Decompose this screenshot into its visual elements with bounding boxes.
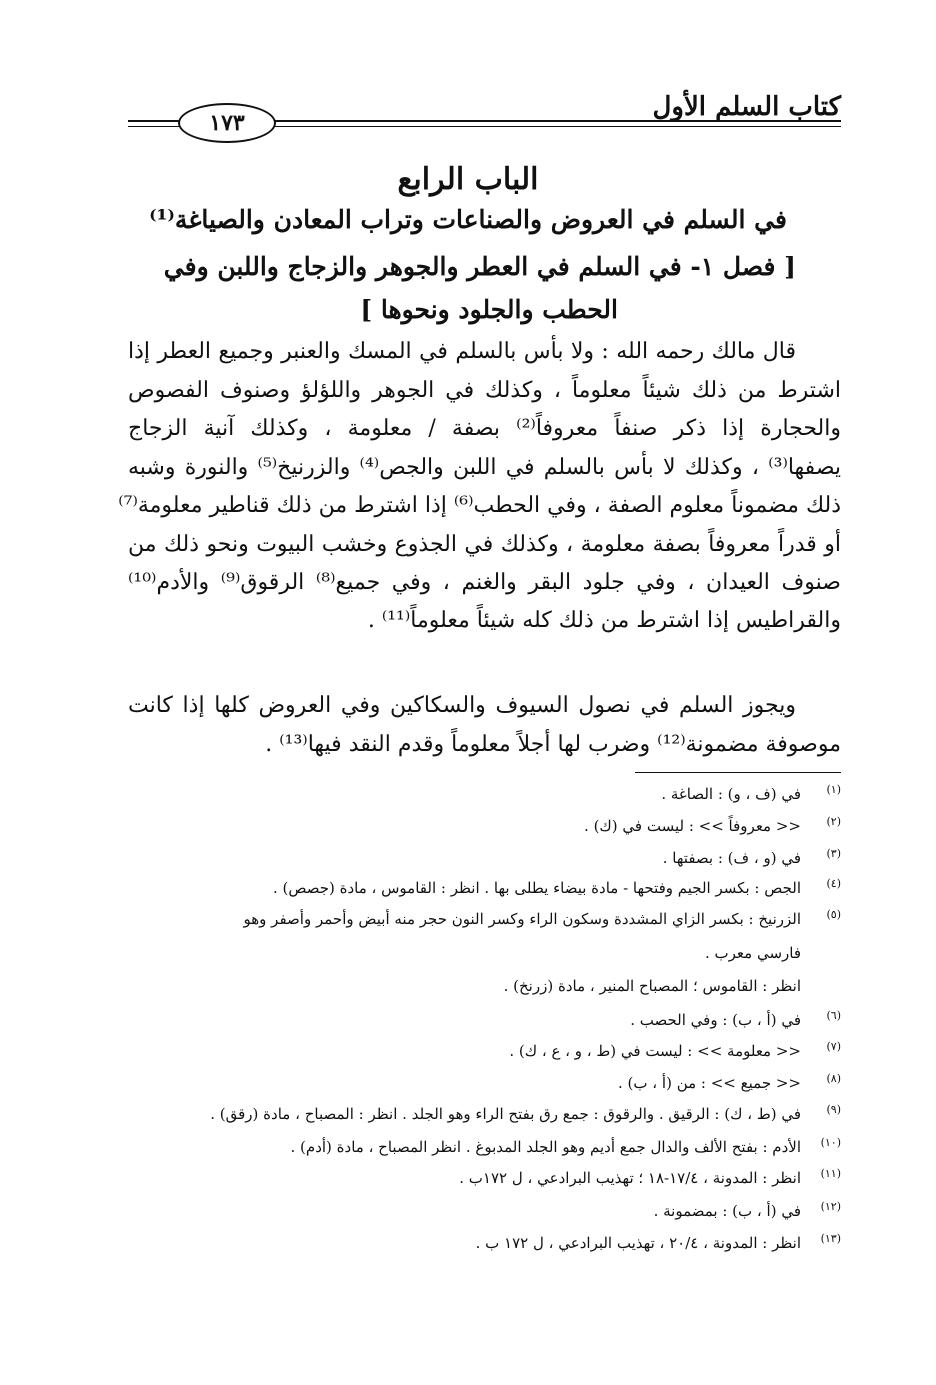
footnote xyxy=(128,847,841,867)
body-line: يصفها⁽³⁾ ، وكذلك لا بأس بالسلم في اللبن والجص⁽⁴⁾ والزرنيخ⁽⁵⁾ والنورة وشبه xyxy=(128,455,842,480)
body-line: ويجوز السلم في نصول السيوف والسكاكين وفي العروض كلها إذا كانت xyxy=(128,693,796,718)
footnote xyxy=(128,1040,841,1060)
footnote-number: (٥) xyxy=(826,908,841,921)
footnote xyxy=(128,815,841,835)
footnote-number: (٤) xyxy=(826,877,841,890)
footnote-text: << معروفاً >> : ليست في (ك) . xyxy=(584,817,801,835)
footnote xyxy=(128,1232,841,1252)
footnote xyxy=(128,908,841,928)
page-number-text: ١٧٣ xyxy=(209,110,245,136)
body-line: والقراطيس إذا اشترط من ذلك كله شيئاً معلوماً⁽¹¹⁾ . xyxy=(367,608,841,633)
footnote xyxy=(128,1200,841,1220)
body-line: موصوفة مضمونة⁽¹²⁾ وضرب لها أجلاً معلوماً وقدم النقد فيها⁽¹³⁾ . xyxy=(265,732,841,757)
footnote xyxy=(128,1009,841,1029)
footnote-number: (٧) xyxy=(826,1040,841,1053)
footnote-text: في (ف ، و) : الصاغة . xyxy=(661,785,801,803)
footnote xyxy=(128,877,841,897)
footnote-continuation xyxy=(128,977,801,995)
footnote xyxy=(128,1072,841,1092)
footnote-number: (١) xyxy=(826,783,841,796)
footnote-text: انظر : القاموس ؛ المصباح المنير ، مادة (زرنخ) . xyxy=(503,977,801,995)
footnote xyxy=(128,1103,841,1123)
footnote-text: << جميع >> : من (أ ، ب) . xyxy=(618,1074,801,1092)
body-line: أو قدراً معروفاً بصفة معلومة ، وكذلك في الجذوع وخشب البيوت ونحو ذلك من xyxy=(128,532,841,557)
footnote-number: (١٢) xyxy=(820,1200,841,1213)
footnote-text: الزرنيخ : بكسر الزاي المشددة وسكون الراء وكسر النون حجر منه أبيض وأحمر وأصفر وهو xyxy=(243,910,801,928)
body-line: صنوف العيدان ، وفي جلود البقر والغنم ، وفي جميع⁽⁸⁾ الرقوق⁽⁹⁾ والأدم⁽¹⁰⁾ xyxy=(128,570,841,595)
body-line: ذلك مضموناً معلوم الصفة ، وفي الحطب⁽⁶⁾ إذا اشترط من ذلك قناطير معلومة⁽⁷⁾ xyxy=(118,493,841,518)
footnote-separator xyxy=(635,772,841,773)
footnote-number: (١١) xyxy=(820,1167,841,1180)
chapter-subtitle: في السلم في العروض والصناعات وتراب المعادن والصياغة⁽¹⁾ xyxy=(149,205,787,234)
footnote-text: في (ط ، ك) : الرقيق . والرقوق : جمع رق بفتح الراء وهو الجلد . انظر : المصباح ، مادة (رقق) . xyxy=(210,1105,801,1123)
footnote-number: (٣) xyxy=(826,847,841,860)
footnote-text: الأدم : بفتح الألف والدال جمع أديم وهو الجلد المدبوغ . انظر المصباح ، مادة (أدم) . xyxy=(290,1138,801,1156)
footnote-text: في (أ ، ب) : بمضمونة . xyxy=(653,1202,801,1220)
body-line: والحجارة إذا ذكر صنفاً معروفاً⁽²⁾ بصفة / معلومة ، وكذلك آنية الزجاج xyxy=(128,416,841,441)
footnote xyxy=(128,783,841,803)
footnote-text: في (أ ، ب) : وفي الحصب . xyxy=(630,1011,801,1029)
footnote-number: (٩) xyxy=(826,1103,841,1116)
footnote xyxy=(128,1136,841,1156)
footnote-continuation xyxy=(128,944,801,962)
chapter-title: الباب الرابع xyxy=(397,162,539,197)
footnote-text: انظر : المدونة ، ٢٠/٤ ، تهذيب البرادعي ، ل ١٧٢ ب . xyxy=(475,1234,801,1252)
footnote-text: << معلومة >> : ليست في (ط ، و ، ع ، ك) . xyxy=(509,1042,801,1060)
section-heading-line-1: [ فصل ١- في السلم في العطر والجوهر والزجاج واللبن وفي xyxy=(163,252,796,281)
footnote-text: في (و ، ف) : بصفتها . xyxy=(662,849,801,867)
body-line: اشترط من ذلك شيئاً معلوماً ، وكذلك في الجوهر واللؤلؤ وصنوف الفصوص xyxy=(128,378,841,403)
footnote-number: (٢) xyxy=(826,815,841,828)
footnote-text: انظر : المدونة ، ١٧/٤-١٨ ؛ تهذيب البرادعي ، ل ١٧٢ب . xyxy=(459,1169,801,1187)
footnote-number: (٨) xyxy=(826,1072,841,1085)
footnote-number: (١٠) xyxy=(820,1136,841,1149)
page-number xyxy=(178,103,276,143)
footnote-text: الجص : بكسر الجيم وفتحها - مادة بيضاء يطلى بها . انظر : القاموس ، مادة (جصص) . xyxy=(272,879,801,897)
footnote-number: (٦) xyxy=(826,1009,841,1022)
body-line: قال مالك رحمه الله : ولا بأس بالسلم في المسك والعنبر وجميع العطر إذا xyxy=(128,339,796,364)
footnote-number: (١٣) xyxy=(820,1232,841,1245)
footnote-text: فارسي معرب . xyxy=(704,944,801,962)
running-title: كتاب السلم الأول xyxy=(652,92,841,122)
section-heading-line-2: الحطب والجلود ونحوها ] xyxy=(360,295,618,324)
footnote xyxy=(128,1167,841,1187)
